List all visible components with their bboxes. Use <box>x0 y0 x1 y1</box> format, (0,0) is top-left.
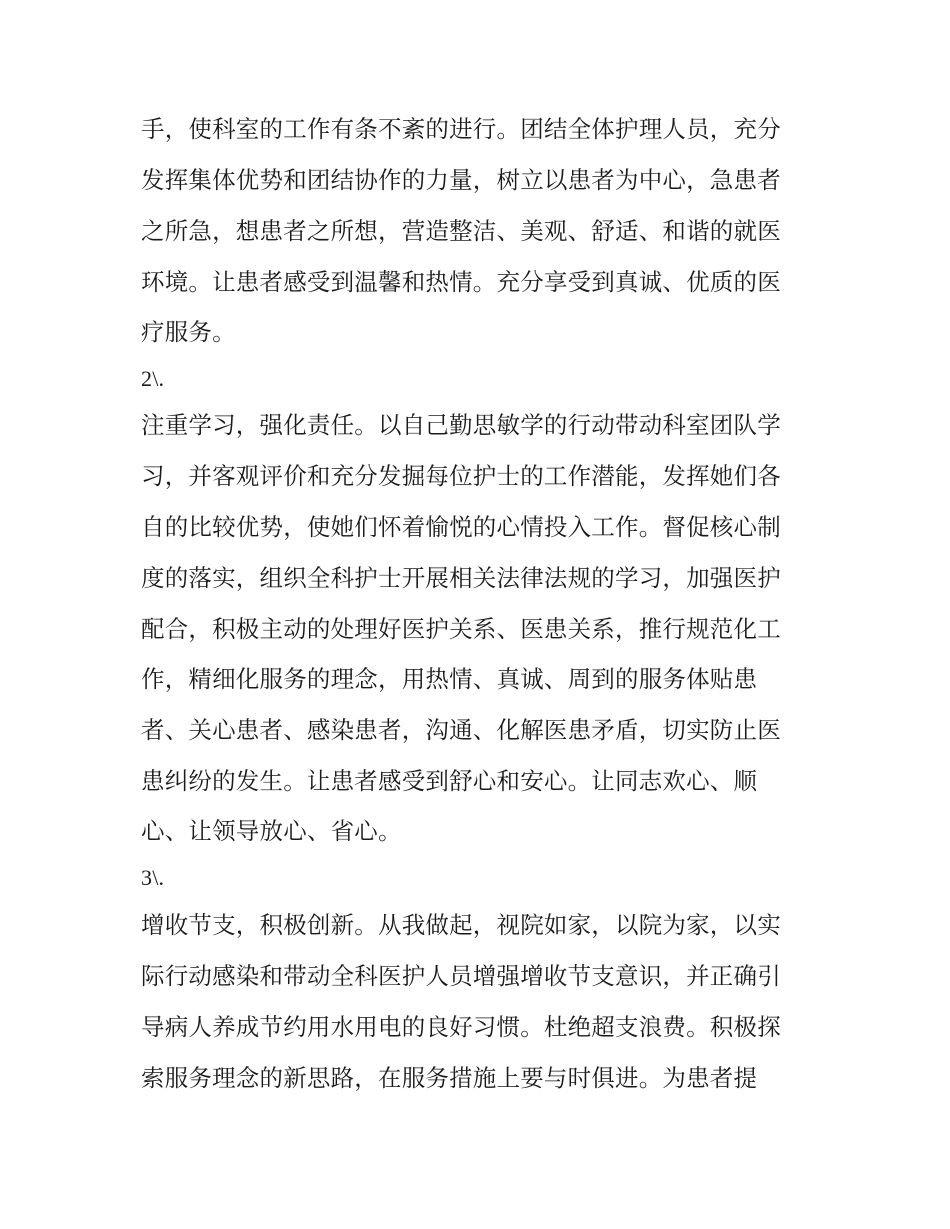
paragraph-line: 疗服务。 <box>141 318 236 346</box>
paragraph-line: 导病人养成节约用水用电的良好习惯。杜绝超支浪费。积极探 <box>141 1013 781 1041</box>
paragraph-line: 者、关心患者、感染患者，沟通、化解医患矛盾，切实防止医 <box>141 716 781 744</box>
paragraph-line: 索服务理念的新思路，在服务措施上要与时俱进。为患者提 <box>141 1064 758 1092</box>
paragraph-line: 患纠纷的发生。让患者感受到舒心和安心。让同志欢心、顺 <box>141 767 758 795</box>
paragraph-line: 习，并客观评价和充分发掘每位护士的工作潜能，发挥她们各 <box>141 462 781 490</box>
paragraph-line: 作，精细化服务的理念，用热情、真诚、周到的服务体贴患 <box>141 665 758 693</box>
section-number: 3\. <box>141 865 165 890</box>
paragraph-line: 自的比较优势，使她们怀着愉悦的心情投入工作。督促核心制 <box>141 513 781 541</box>
paragraph-line: 环境。让患者感受到温馨和热情。充分享受到真诚、优质的医 <box>141 268 781 296</box>
paragraph-line: 度的落实，组织全科护士开展相关法律法规的学习，加强医护 <box>141 564 781 592</box>
paragraph-line: 注重学习，强化责任。以自己勤思敏学的行动带动科室团队学 <box>141 411 781 439</box>
paragraph-line: 之所急，想患者之所想，营造整洁、美观、舒适、和谐的就医 <box>141 217 781 245</box>
paragraph-line: 心、让领导放心、省心。 <box>141 817 402 845</box>
paragraph-line: 增收节支，积极创新。从我做起，视院如家，以院为家，以实 <box>141 911 781 939</box>
paragraph-line: 手，使科室的工作有条不紊的进行。团结全体护理人员，充分 <box>141 115 781 143</box>
paragraph-line: 配合，积极主动的处理好医护关系、医患关系，推行规范化工 <box>141 615 781 643</box>
section-number: 2\. <box>141 366 165 391</box>
paragraph-line: 际行动感染和带动全科医护人员增强增收节支意识，并正确引 <box>141 962 781 990</box>
paragraph-line: 发挥集体优势和团结协作的力量，树立以患者为中心，急患者 <box>141 166 781 194</box>
